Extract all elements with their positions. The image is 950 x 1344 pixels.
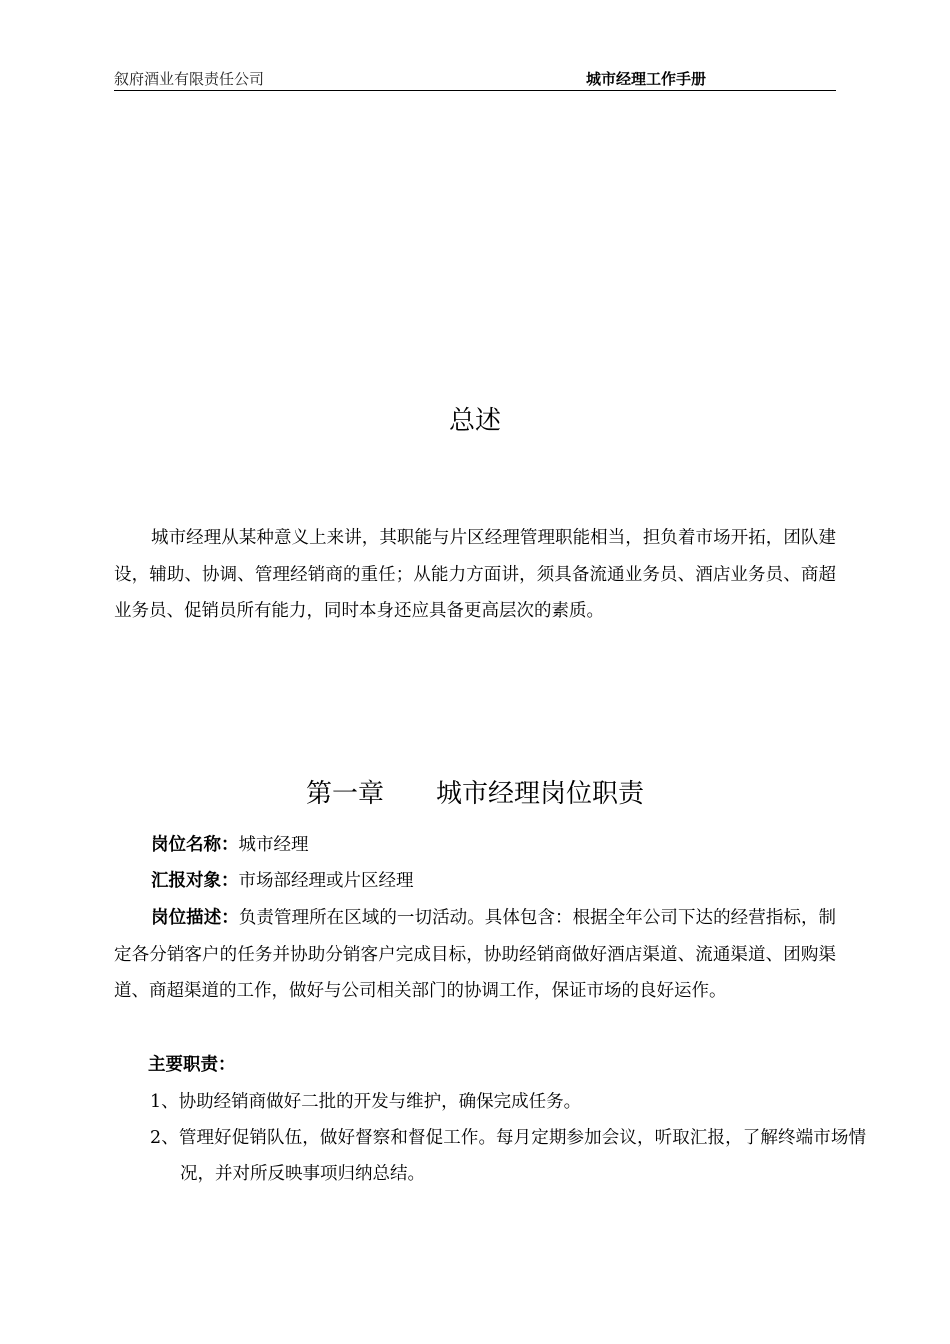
report-to-label: 汇报对象： <box>151 871 239 891</box>
overview-paragraph: 城市经理从某种意义上来讲，其职能与片区经理管理职能相当，担负着市场开拓，团队建设，辅助、协调、管理经销商的重任；从能力方面讲，须具备流通业务员、酒店业务员、商超业务员、促销员所有能力，同时本身还应具备更高层次的素质。 <box>114 528 836 621</box>
position-name-line <box>114 830 873 860</box>
duties-label: 主要职责： <box>148 1055 236 1075</box>
duties-heading <box>114 1050 870 1080</box>
position-description <box>114 900 836 1010</box>
manual-title: 城市经理工作手册 <box>586 70 707 88</box>
position-name-label: 岗位名称： <box>151 835 239 855</box>
position-name-value: 城市经理 <box>238 835 309 855</box>
overview-title: 总述 <box>448 406 501 436</box>
page-header <box>114 66 836 91</box>
chapter-title: 第一章 城市经理岗位职责 <box>305 779 644 809</box>
description-label: 岗位描述： <box>151 908 239 928</box>
description-value: 负责管理所在区域的一切活动。具体包含：根据全年公司下达的经营指标，制定各分销客户的任务并协助分销客户完成目标，协助经销商做好酒店渠道、流通渠道、团购渠道、商超渠道的工作，做好与公司相关部门的协调工作，保证市场的良好运作。 <box>114 908 837 1001</box>
duty-item: 1、协助经销商做好二批的开发与维护，确保完成任务。 <box>150 1092 582 1112</box>
report-to-value: 市场部经理或片区经理 <box>238 871 414 891</box>
report-to-line <box>114 866 873 896</box>
duty-item: 2、管理好促销队伍，做好督察和督促工作。每月定期参加会议，听取汇报，了解终端市场情况，并对所反映事项归纳总结。 <box>150 1128 866 1184</box>
company-name: 叙府酒业有限责任公司 <box>114 70 265 88</box>
